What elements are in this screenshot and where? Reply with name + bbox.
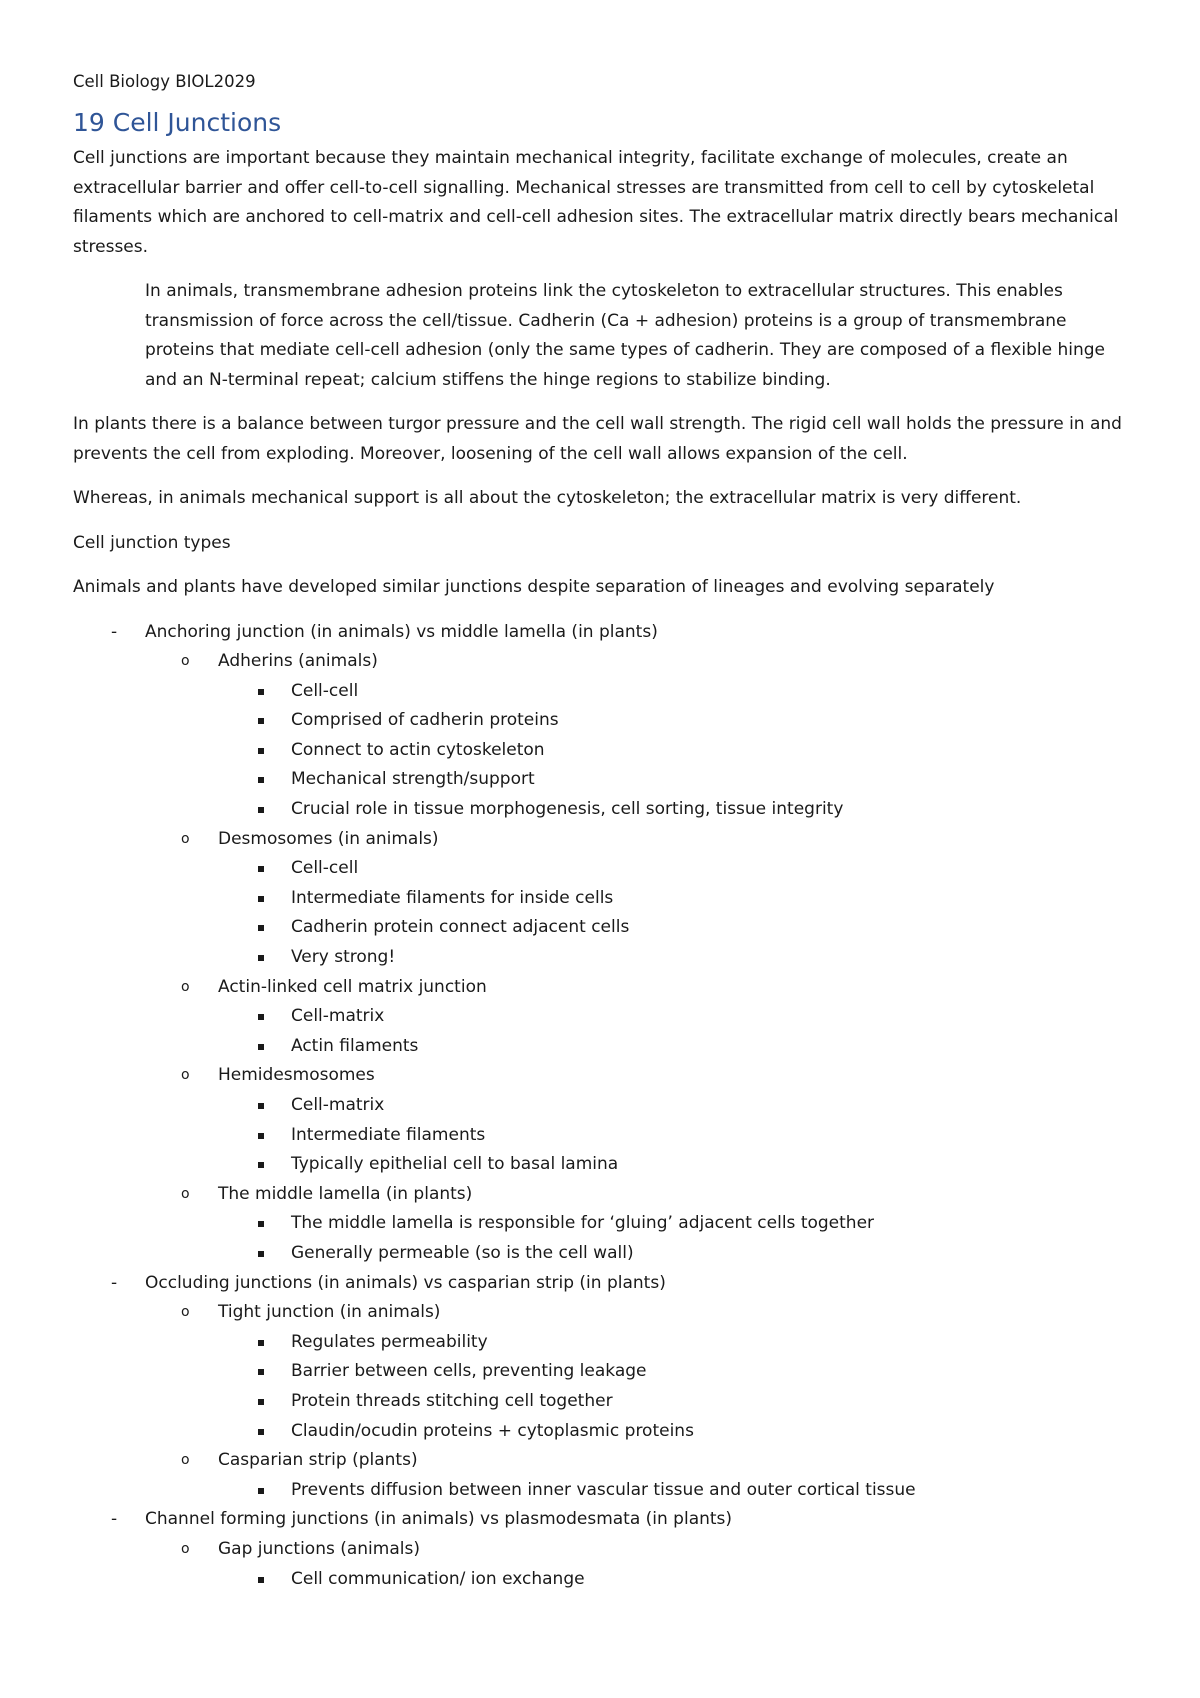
outline-sublist (145, 647, 1133, 1268)
section-title: 19 Cell Junctions (73, 108, 282, 137)
square-bullet-icon (258, 955, 264, 961)
circle-bullet-icon: o (181, 978, 190, 995)
outline-detail-list (218, 677, 1133, 825)
circle-bullet-icon: o (181, 1185, 190, 1202)
outline-detail-label: Cell-matrix (291, 1006, 385, 1027)
square-bullet-icon (258, 807, 264, 813)
square-bullet-icon (258, 1044, 264, 1050)
outline-detail-label: Crucial role in tissue morphogenesis, cell sorting, tissue integrity (291, 799, 844, 820)
cadherin-paragraph: In animals, transmembrane adhesion proteins link the cytoskeleton to extracellular structures. This enables transmission of force across the cell/tissue. Cadherin (Ca + adhesion) proteins is a group of transmembrane proteins that mediate cell-cell adhesion (only the same types of cadherin. They are composed of a flexible hinge and an N-terminal repeat; calcium stiffens the hinge regions to stabilize binding. (145, 281, 1105, 390)
circle-bullet-icon: o (181, 830, 190, 847)
outline-item-level3 (218, 1476, 1133, 1506)
outline-item-level1 (73, 1505, 1133, 1594)
outline-item-level2 (145, 1180, 1133, 1269)
outline-detail-label: Intermediate filaments for inside cells (291, 887, 614, 908)
outline-item-level3 (218, 1121, 1133, 1151)
outline-item-level3 (218, 1565, 1133, 1595)
circle-bullet-icon: o (181, 1452, 190, 1469)
lineages-paragraph: Animals and plants have developed similar junctions despite separation of lineages and evolving separately (73, 577, 995, 597)
circle-bullet-icon: o (181, 1304, 190, 1321)
outline-detail-label: Cadherin protein connect adjacent cells (291, 917, 630, 938)
dash-bullet-icon: - (111, 1509, 118, 1530)
outline-item-level3 (218, 913, 1133, 943)
outline-item-level3 (218, 765, 1133, 795)
outline-detail-list (218, 1328, 1133, 1446)
outline-item-label: Occluding junctions (in animals) vs casparian strip (in plants) (145, 1272, 666, 1293)
outline-detail-label: Connect to actin cytoskeleton (291, 739, 545, 760)
outline-item-level2 (145, 1298, 1133, 1446)
junction-types-heading: Cell junction types (73, 532, 231, 553)
outline-item-level1 (73, 618, 1133, 1269)
outline-item-level3 (218, 884, 1133, 914)
circle-bullet-icon: o (181, 1540, 190, 1557)
animals-paragraph: Whereas, in animals mechanical support is all about the cytoskeleton; the extracellular matrix is very different. (73, 488, 1022, 508)
outline-item-level3 (218, 795, 1133, 825)
square-bullet-icon (258, 718, 264, 724)
outline-detail-label: Generally permeable (so is the cell wall) (291, 1242, 634, 1263)
outline-detail-label: Barrier between cells, preventing leakage (291, 1361, 647, 1382)
outline-subitem-label: Desmosomes (in animals) (218, 828, 439, 849)
outline-detail-label: Cell-cell (291, 680, 359, 701)
square-bullet-icon (258, 689, 264, 695)
outline-item-level3 (218, 854, 1133, 884)
outline-item-level1 (73, 1269, 1133, 1506)
outline-detail-label: Actin filaments (291, 1035, 419, 1056)
outline-item-level3 (218, 677, 1133, 707)
outline-item-level2 (145, 1446, 1133, 1505)
outline-subitem-label: Actin-linked cell matrix junction (218, 976, 487, 997)
outline-detail-label: Prevents diffusion between inner vascular tissue and outer cortical tissue (291, 1479, 916, 1500)
outline-item-level2 (145, 973, 1133, 1062)
outline-detail-label: Comprised of cadherin proteins (291, 710, 559, 731)
outline-subitem-label: Gap junctions (animals) (218, 1538, 420, 1559)
outline-item-level3 (218, 1150, 1133, 1180)
outline-detail-label: Cell-cell (291, 858, 359, 879)
circle-bullet-icon: o (181, 653, 190, 670)
outline-item-level2 (145, 1061, 1133, 1179)
square-bullet-icon (258, 1429, 264, 1435)
outline-detail-label: Cell communication/ ion exchange (291, 1568, 585, 1589)
outline-item-label: Channel forming junctions (in animals) vs plasmodesmata (in plants) (145, 1509, 733, 1530)
outline-detail-list (218, 854, 1133, 972)
outline-item-level3 (218, 1002, 1133, 1032)
square-bullet-icon (258, 777, 264, 783)
outline-item-level3 (218, 1209, 1133, 1239)
outline-detail-label: Very strong! (291, 947, 396, 968)
outline-detail-label: Cell-matrix (291, 1095, 385, 1115)
course-header: Cell Biology BIOL2029 (73, 72, 256, 91)
square-bullet-icon (258, 1103, 264, 1109)
outline-item-level3 (218, 1357, 1133, 1387)
outline-detail-list (218, 1565, 1133, 1595)
square-bullet-icon (258, 925, 264, 931)
square-bullet-icon (258, 1369, 264, 1375)
outline-detail-list (218, 1476, 1133, 1506)
outline-item-level3 (218, 1032, 1133, 1062)
square-bullet-icon (258, 1251, 264, 1257)
square-bullet-icon (258, 1014, 264, 1020)
outline-item-level3 (218, 1387, 1133, 1417)
square-bullet-icon (258, 1399, 264, 1405)
outline-detail-list (218, 1002, 1133, 1061)
square-bullet-icon (258, 866, 264, 872)
document-page (73, 70, 1133, 1594)
square-bullet-icon (258, 1577, 264, 1583)
outline-item-label: Anchoring junction (in animals) vs middle lamella (in plants) (145, 621, 658, 642)
outline-subitem-label: Tight junction (in animals) (218, 1302, 441, 1323)
outline-detail-list (218, 1091, 1133, 1180)
outline-detail-list (218, 1209, 1133, 1268)
outline-item-level3 (218, 1328, 1133, 1358)
outline-item-level3 (218, 1239, 1133, 1269)
outline-subitem-label: The middle lamella (in plants) (218, 1183, 473, 1204)
outline-item-level3 (218, 736, 1133, 766)
junction-outline-list (73, 618, 1133, 1595)
outline-subitem-label: Hemidesmosomes (218, 1065, 375, 1086)
outline-sublist (145, 1298, 1133, 1505)
outline-item-level2 (145, 1535, 1133, 1594)
dash-bullet-icon: - (111, 621, 118, 642)
square-bullet-icon (258, 896, 264, 902)
square-bullet-icon (258, 1488, 264, 1494)
circle-bullet-icon: o (181, 1067, 190, 1084)
square-bullet-icon (258, 1162, 264, 1168)
outline-detail-label: Typically epithelial cell to basal lamina (291, 1154, 619, 1175)
outline-detail-label: Intermediate filaments (291, 1124, 486, 1145)
square-bullet-icon (258, 1340, 264, 1346)
outline-detail-label: The middle lamella is responsible for ‘gluing’ adjacent cells together (291, 1213, 875, 1234)
outline-detail-label: Claudin/ocudin proteins + cytoplasmic proteins (291, 1420, 694, 1441)
intro-paragraph: Cell junctions are important because they maintain mechanical integrity, facilitate exchange of molecules, create an extracellular barrier and offer cell-to-cell signalling. Mechanical stresses are transmitted from cell to cell by cytoskeletal filaments which are anchored to cell-matrix and cell-cell adhesion sites. The extracellular matrix directly bears mechanical stresses. (73, 148, 1119, 257)
outline-item-level3 (218, 1417, 1133, 1447)
outline-detail-label: Regulates permeability (291, 1331, 488, 1352)
outline-subitem-label: Adherins (animals) (218, 651, 378, 672)
outline-item-level3 (218, 706, 1133, 736)
outline-detail-label: Mechanical strength/support (291, 769, 535, 790)
outline-sublist (145, 1535, 1133, 1594)
outline-item-level2 (145, 647, 1133, 825)
outline-detail-label: Protein threads stitching cell together (291, 1390, 613, 1411)
square-bullet-icon (258, 1221, 264, 1227)
dash-bullet-icon: - (111, 1272, 118, 1293)
outline-item-level3 (218, 943, 1133, 973)
square-bullet-icon (258, 748, 264, 754)
plants-paragraph: In plants there is a balance between turgor pressure and the cell wall strength. The rigid cell wall holds the pressure in and prevents the cell from exploding. Moreover, loosening of the cell wall allows expansion of the cell. (73, 414, 1122, 464)
outline-item-level3 (218, 1091, 1133, 1121)
square-bullet-icon (258, 1133, 264, 1139)
outline-subitem-label: Casparian strip (plants) (218, 1450, 418, 1471)
outline-item-level2 (145, 825, 1133, 973)
